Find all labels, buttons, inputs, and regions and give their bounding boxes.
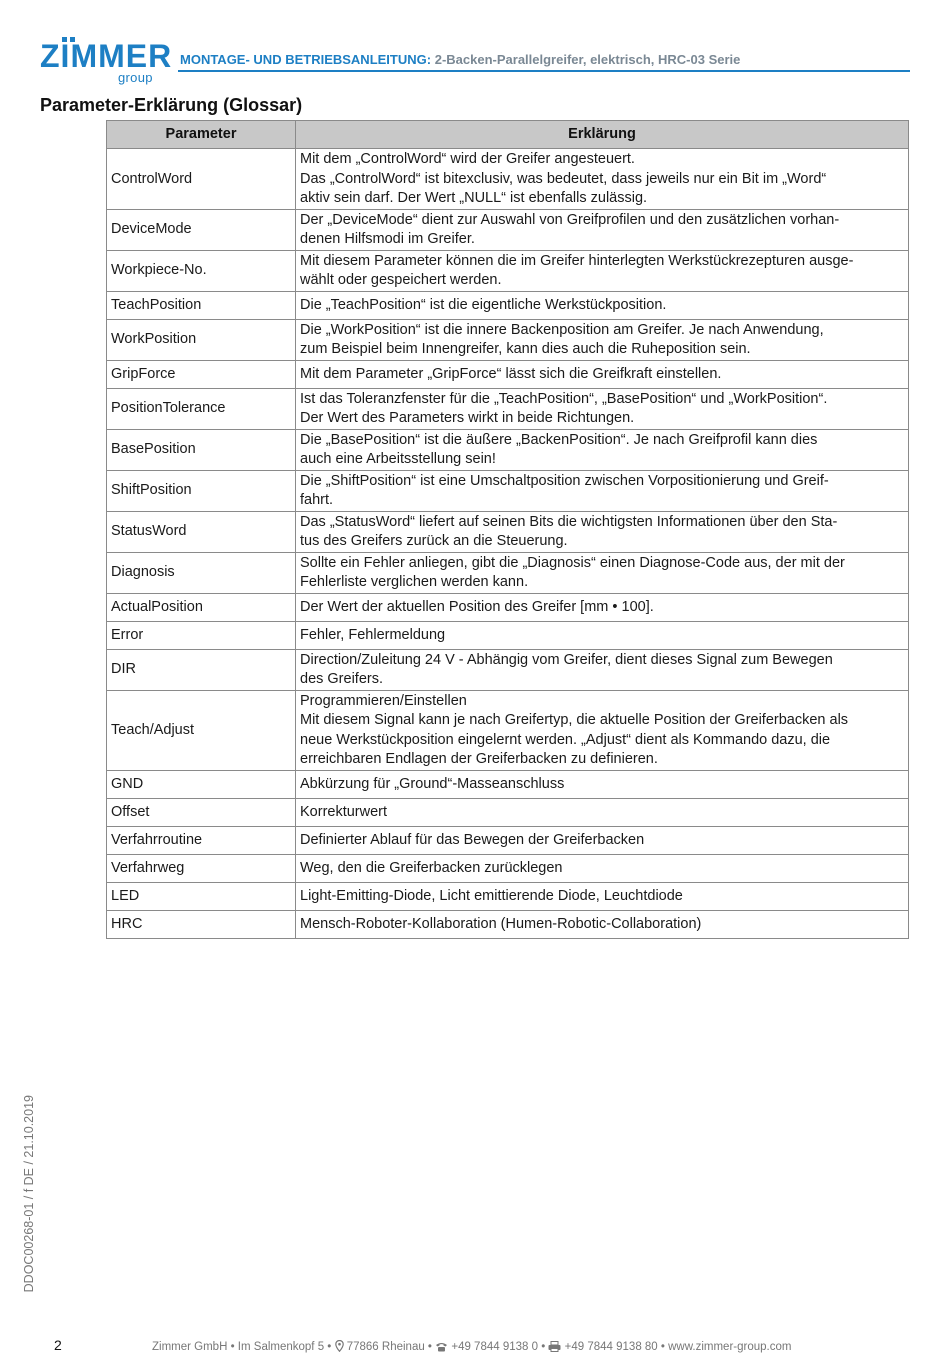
parameter-cell: Workpiece-No. [107,250,296,291]
table-row [107,149,909,210]
explanation-cell: Der Wert der aktuellen Position des Greifer [mm • 100]. [296,593,909,621]
column-header-parameter: Parameter [107,121,296,149]
explanation-cell: Mensch-Roboter-Kollaboration (Humen-Robotic-Collaboration) [296,910,909,938]
table-row [107,910,909,938]
zimmer-logo [40,38,173,86]
fax-icon [548,1341,561,1355]
footer-phone: +49 7844 9138 0 • [451,1341,546,1353]
explanation-cell: Die „WorkPosition“ ist die innere Backenposition am Greifer. Je nach Anwendung, zum Beispiel beim Innengreifer, kann dies auch die Ruheposition sein. [296,319,909,360]
parameter-cell: ControlWord [107,149,296,210]
explanation-cell: Weg, den die Greiferbacken zurücklegen [296,854,909,882]
explanation-cell: Korrekturwert [296,798,909,826]
column-header-explanation: Erklärung [296,121,909,149]
parameter-cell: Teach/Adjust [107,690,296,770]
footer-company: Zimmer GmbH • Im Salmenkopf 5 • [152,1341,332,1353]
table-header-row [107,121,909,149]
table-row [107,798,909,826]
page-title: Parameter-Erklärung (Glossar) [40,95,303,115]
logo-text: ZIMMER [40,38,173,74]
table-row [107,552,909,593]
explanation-cell: Das „StatusWord“ liefert auf seinen Bits die wichtigsten Informationen über den Sta- tus des Greifers zurück an die Steuerung. [296,511,909,552]
footer [152,1340,791,1355]
parameter-cell: Verfahrroutine [107,826,296,854]
parameter-cell: GND [107,770,296,798]
table-row [107,511,909,552]
table-row [107,593,909,621]
table-row [107,882,909,910]
explanation-cell: Mit dem Parameter „GripForce“ lässt sich die Greifkraft einstellen. [296,360,909,388]
explanation-cell: Die „ShiftPosition“ ist eine Umschaltposition zwischen Vorpositionierung und Greif- fahrt. [296,470,909,511]
table-row [107,621,909,649]
page-number: 2 [54,1337,62,1353]
parameter-cell: WorkPosition [107,319,296,360]
parameter-cell: Verfahrweg [107,854,296,882]
explanation-cell: Programmieren/Einstellen Mit diesem Signal kann je nach Greifertyp, die aktuelle Position der Greiferbacken als neue Werkstückposition eingelernt werden. „Adjust“ dient als Kommando dazu, die erreichbaren Endlagen der Greiferbacken zu definieren. [296,690,909,770]
parameter-cell: DeviceMode [107,209,296,250]
parameter-cell: Diagnosis [107,552,296,593]
logo-subtext: group [118,70,153,85]
parameter-cell: Error [107,621,296,649]
explanation-cell: Light-Emitting-Diode, Licht emittierende Diode, Leuchtdiode [296,882,909,910]
table-row [107,770,909,798]
table-row [107,470,909,511]
table-row [107,429,909,470]
footer-address: 77866 Rheinau • [346,1341,432,1353]
explanation-cell: Definierter Ablauf für das Bewegen der Greiferbacken [296,826,909,854]
phone-icon [435,1342,448,1355]
glossary-body [107,149,909,939]
footer-fax-web: +49 7844 9138 80 • www.zimmer-group.com [564,1341,792,1353]
header-rule [178,70,910,72]
table-row [107,360,909,388]
parameter-cell: GripForce [107,360,296,388]
explanation-cell: Ist das Toleranzfenster für die „TeachPosition“, „BasePosition“ und „WorkPosition“. Der Wert des Parameters wirkt in beide Richtungen. [296,388,909,429]
parameter-cell: ActualPosition [107,593,296,621]
table-row [107,250,909,291]
explanation-cell: Abkürzung für „Ground“-Masseanschluss [296,770,909,798]
parameter-cell: Offset [107,798,296,826]
location-icon [335,1340,344,1355]
explanation-cell: Der „DeviceMode“ dient zur Auswahl von Greifprofilen und den zusätzlichen vorhan- denen Hilfsmodi im Greifer. [296,209,909,250]
header-title: MONTAGE- UND BETRIEBSANLEITUNG: [180,52,432,67]
explanation-cell: Die „TeachPosition“ ist die eigentliche Werkstückposition. [296,291,909,319]
glossary-table [106,120,909,939]
explanation-cell: Direction/Zuleitung 24 V - Abhängig vom Greifer, dient dieses Signal zum Bewegen des Greifers. [296,649,909,690]
table-row [107,854,909,882]
table-row [107,319,909,360]
parameter-cell: TeachPosition [107,291,296,319]
parameter-cell: BasePosition [107,429,296,470]
explanation-cell: Sollte ein Fehler anliegen, gibt die „Diagnosis“ einen Diagnose-Code aus, der mit der Fehlerliste verglichen werden kann. [296,552,909,593]
table-row [107,826,909,854]
explanation-cell: Mit diesem Parameter können die im Greifer hinterlegten Werkstückrezepturen ausge- wählt oder gespeichert werden. [296,250,909,291]
header-subtitle: 2-Backen-Parallelgreifer, elektrisch, HRC-03 Serie [434,52,741,67]
table-row [107,649,909,690]
explanation-cell: Fehler, Fehlermeldung [296,621,909,649]
parameter-cell: StatusWord [107,511,296,552]
table-row [107,291,909,319]
table-row [107,388,909,429]
parameter-cell: ShiftPosition [107,470,296,511]
explanation-cell: Mit dem „ControlWord“ wird der Greifer angesteuert. Das „ControlWord“ ist bitexclusiv, was bedeutet, dass jeweils nur ein Bit im „Word“ aktiv sein darf. Der Wert „NULL“ ist ebenfalls zulässig. [296,149,909,210]
parameter-cell: LED [107,882,296,910]
parameter-cell: DIR [107,649,296,690]
table-row [107,690,909,770]
document-id-note: DDOC00268-01 / f DE / 21.10.2019 [22,1095,36,1293]
table-row [107,209,909,250]
parameter-cell: HRC [107,910,296,938]
explanation-cell: Die „BasePosition“ ist die äußere „BackenPosition“. Je nach Greifprofil kann dies auch eine Arbeitsstellung sein! [296,429,909,470]
parameter-cell: PositionTolerance [107,388,296,429]
document-header [180,52,740,67]
